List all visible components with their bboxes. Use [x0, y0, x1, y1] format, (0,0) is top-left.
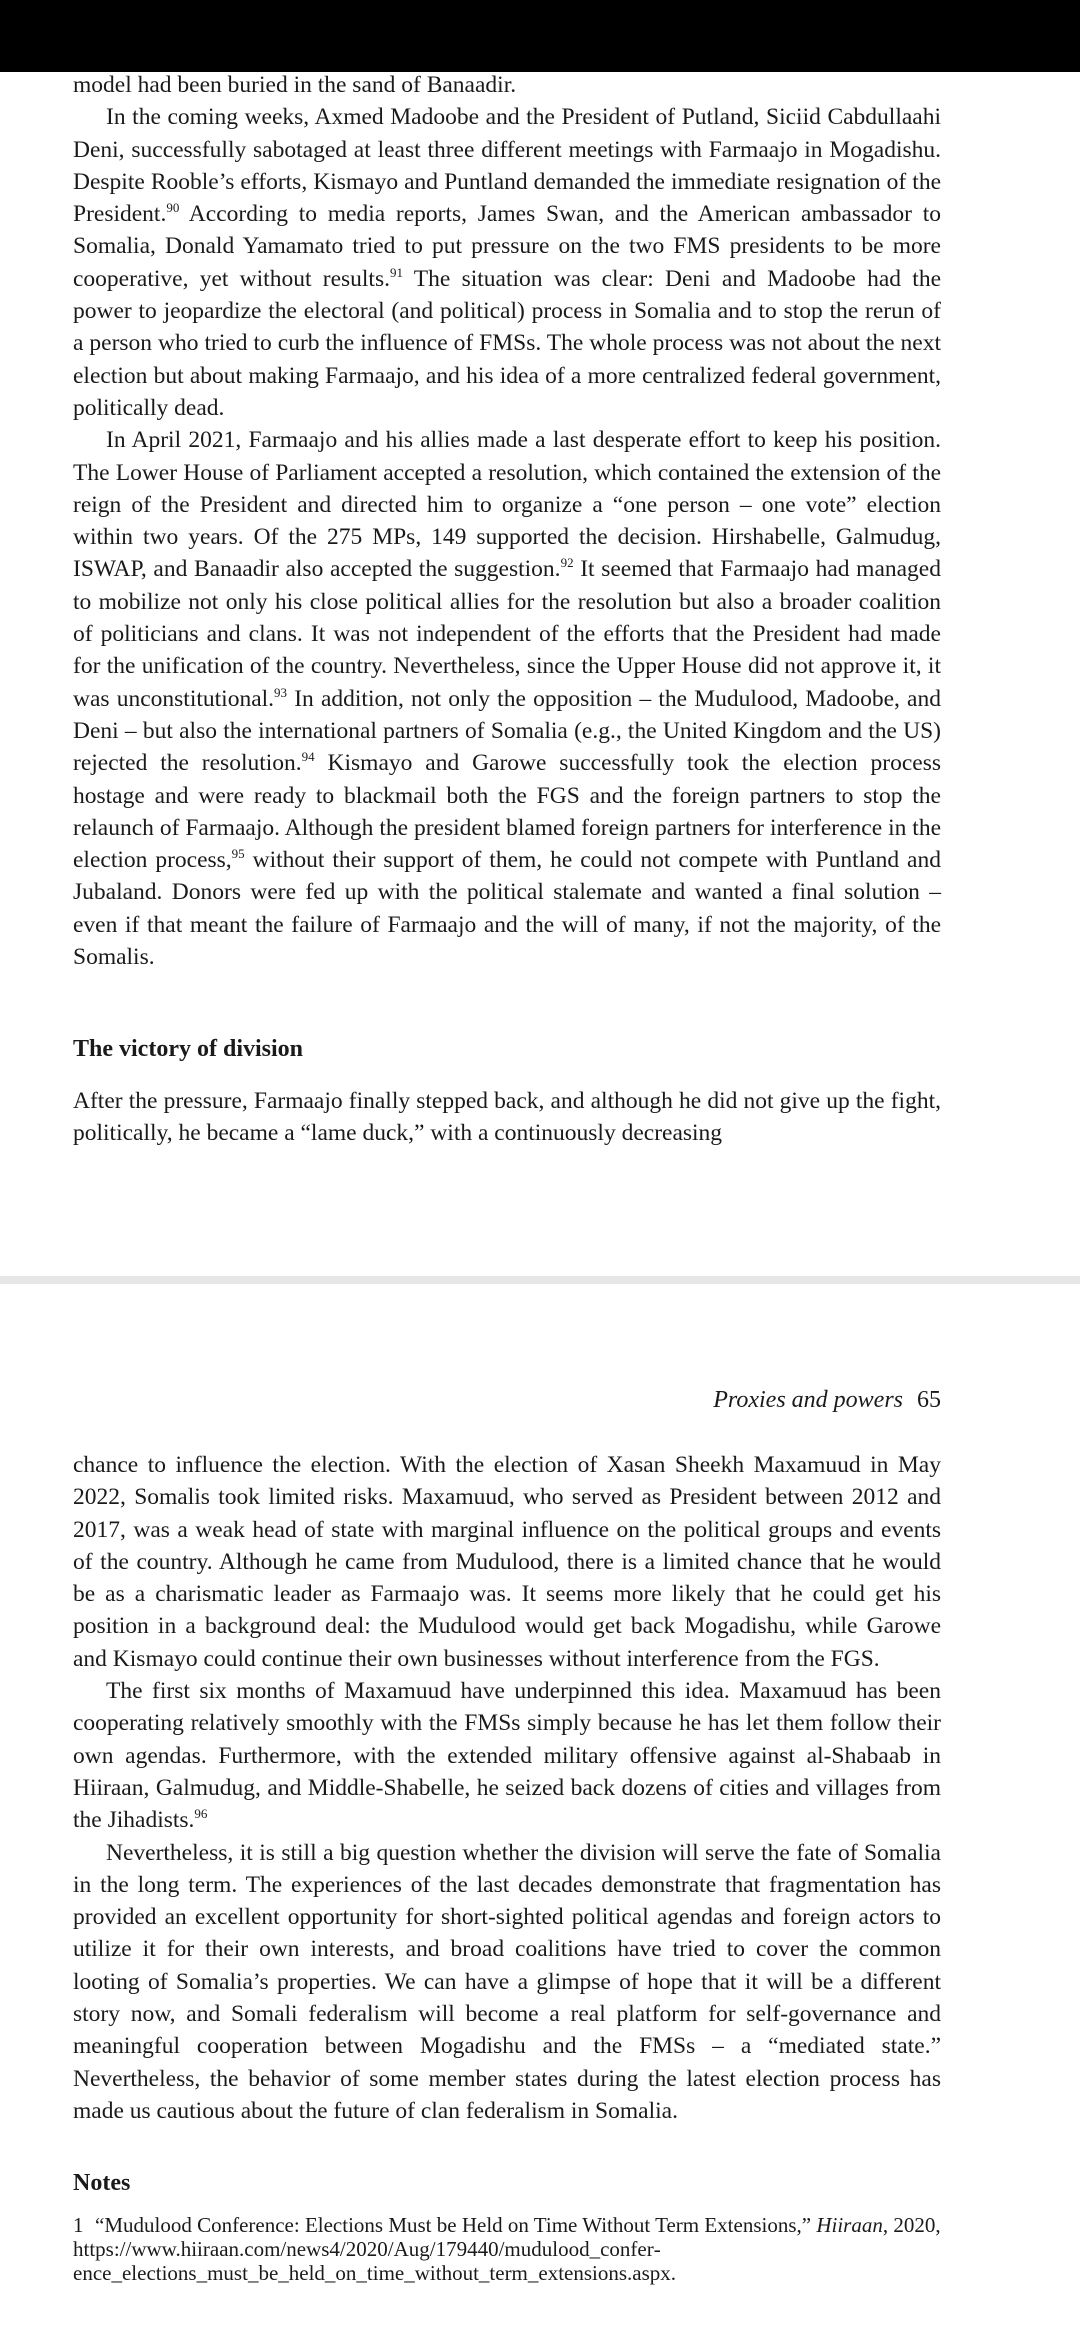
footnote-ref-92[interactable]: 92: [560, 555, 574, 571]
page-divider: [0, 1276, 1080, 1284]
paragraph-continued: model had been buried in the sand of Banaadir.: [73, 72, 517, 98]
section-victory-of-division: [73, 1033, 941, 1150]
paragraph-election-chance: chance to influence the election. With the election of Xasan Sheekh Maxamuud in May 2022, Somalis took limited risks. Maxamuud, who served as President between 2012 and 2017, was a weak head of state with marginal influence on the political groups and events of the country. Although he came from Mudulood, there is a limited chance that he would be as a charismatic leader as Farmaajo was. It seems more likely that he could get his position in a background deal: the Mudulood would get back Mogadishu, while Garowe and Kismayo could continue their own businesses without interference from the FGS.: [73, 1452, 941, 1672]
footnote-ref-95[interactable]: 95: [231, 846, 245, 862]
footnote-ref-91[interactable]: 91: [389, 264, 403, 280]
footnote-ref-90[interactable]: 90: [166, 200, 180, 216]
page-64-body: [73, 69, 941, 973]
note-link[interactable]: , 2020, https://www.hiiraan.com/news4/2020/Aug/179440/mudulood_conference_elections_must_be_held_on_time_without_term_extensions.aspx.: [73, 2213, 941, 2286]
notes-heading: Notes: [73, 2170, 131, 2197]
section-heading: The victory of division: [73, 1036, 304, 1062]
paragraph-after-pressure: After the pressure, Farmaajo finally stepped back, and although he did not give up the fight, politically, he became a “lame duck,” with a continuously decreasing: [73, 1088, 941, 1147]
footnote-ref-96[interactable]: 96: [194, 1806, 208, 1822]
paragraph-first-six-months: The first six months of Maxamuud have underpinned this idea. Maxamuud has been cooperating relatively smoothly with the FMSs simply because he has let them follow their own agendas. Furthermore, with the extended military offensive against al-Shabaab in Hiiraan, Galmudug, and Middle-Shabelle, he seized back dozens of cities and villages from the Jihadists.$^{96}$: [73, 1678, 941, 1834]
footnote-ref-94[interactable]: 94: [301, 749, 315, 765]
page-65-body: [73, 1449, 941, 2285]
page-number: 65: [917, 1387, 941, 1413]
note-1: 1 “Mudulood Conference: Elections Must be Held on Time Without Term Extensions,” Hiiraan, 2020, https://www.hiiraan.com/news4/2020/Aug/179440/mudulood_conference_elections_must_be_held_on_time_without_term_extensions.aspx.: [73, 2213, 941, 2286]
running-head: [713, 1384, 941, 1416]
paragraph-april-2021: In April 2021, Farmaajo and his allies made a last desperate effort to keep his position. The Lower House of Parliament accepted a resolution, which contained the extension of the reign of the President and directed him to organize a “one person – one vote” election within two years. Of the 275 MPs, 149 supported the decision. Hirshabelle, Galmudug, ISWAP, and Banaadir also accepted the suggestion.$^{92}$ It seemed that Farmaajo had managed to mobilize not only his close political allies for the resolution but also a broader coalition of politicians and clans. It was not independent of the efforts that the President had made for the unification of the country. Nevertheless, since the Upper House did not approve it, it was unconstitutional.$^{93}$ In addition, not only the opposition – the Mudulood, Madoobe, and Deni – but also the international partners of Somalia (e.g., the United Kingdom and the US) rejected the resolution.$^{94}$ Kismayo and Garowe successfully took the election process hostage and were ready to blackmail both the FGS and the foreign partners to stop the relaunch of Farmaajo. Although the president blamed foreign partners for interference in the election process,$^{95}$ without their support of them, he could not compete with Puntland and Jubaland. Donors were fed up with the political stalemate and wanted a final solution – even if that meant the failure of Farmaajo and the will of many, if not the majority, of the Somalis.: [73, 427, 941, 971]
note-number: 1: [73, 2213, 84, 2238]
paragraph-nevertheless: Nevertheless, it is still a big question whether the division will serve the fate of Somalia in the long term. The experiences of the last decades demonstrate that fragmentation has provided an excellent opportunity for short-sighted political agendas and foreign actors to utilize it for their own interests, and broad coalitions have tried to cover the common looting of Somalia’s properties. We can have a glimpse of hope that it will be a different story now, and Somali federalism will become a real platform for self-governance and meaningful cooperation between Mogadishu and the FMSs – a “mediated state.” Nevertheless, the behavior of some member states during the latest election process has made us cautious about the future of clan federalism in Somalia.: [73, 1839, 941, 2124]
status-bar: [0, 0, 1080, 72]
page-64: [0, 72, 1080, 1280]
running-head-title: Proxies and powers: [713, 1387, 903, 1413]
page-65: [0, 1284, 1080, 2340]
paragraph-sabotage: In the coming weeks, Axmed Madoobe and the President of Putland, Siciid Cabdullaahi Deni, successfully sabotaged at least three different meetings with Farmaajo in Mogadishu. Despite Rooble’s efforts, Kismayo and Puntland demanded the immediate resignation of the President.$^{90}$ According to media reports, James Swan, and the American ambassador to Somalia, Donald Yamamato tried to put pressure on the two FMS presidents to be more cooperative, yet without results.$^{91}$ The situation was clear: Deni and Madoobe had the power to jeopardize the electoral (and political) process in Somalia and to stop the rerun of a person who tried to curb the influence of FMSs. The whole process was not about the next election but about making Farmaajo, and his idea of a more centralized federal government, politically dead.: [73, 104, 942, 421]
footnote-ref-93[interactable]: 93: [274, 684, 288, 700]
note-source: Hiiraan: [816, 2213, 883, 2238]
